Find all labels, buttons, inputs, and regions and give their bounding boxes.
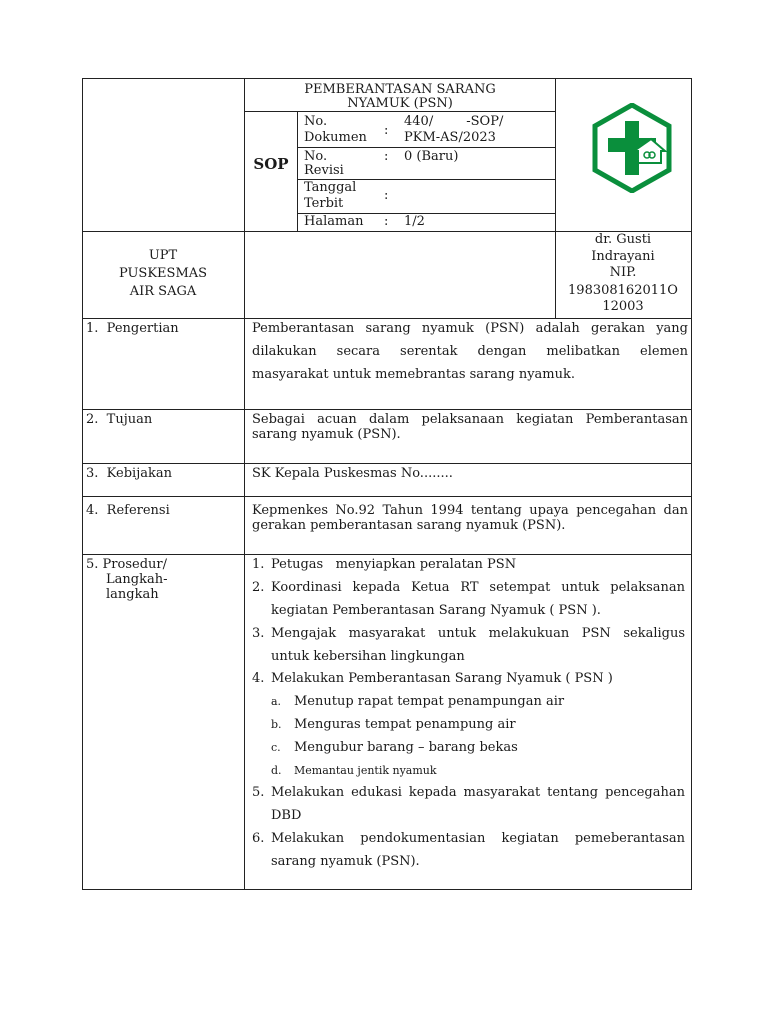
substep-text: Menutup rapat tempat penampungan air xyxy=(294,694,565,709)
section-label-kebijakan: 3. Kebijakan xyxy=(86,466,172,481)
section-label-prosedur-line2: Langkah- xyxy=(106,572,168,587)
section-label-pengertian: 1. Pengertian xyxy=(86,321,179,336)
section-label-referensi: 4. Referensi xyxy=(86,503,170,518)
signer-name-line2: Indrayani xyxy=(591,249,655,264)
table-border-left xyxy=(82,78,83,890)
section-divider xyxy=(82,409,692,410)
substep-text: Mengubur barang – barang bekas xyxy=(294,740,518,755)
step-text: kegiatan Pemberantasan Sarang Nyamuk ( PSN ). xyxy=(271,603,601,618)
meta-colon: : xyxy=(384,123,389,138)
meta-label: Dokumen xyxy=(304,130,367,145)
step-text: untuk kebersihan lingkungan xyxy=(271,649,465,664)
section-label-prosedur-line3: langkah xyxy=(106,587,159,602)
document-title-line2: NYAMUK (PSN) xyxy=(347,96,453,111)
tujuan-text-line2: sarang nyamuk (PSN). xyxy=(252,427,401,442)
substep-letter: a. xyxy=(271,695,282,708)
meta-value: PKM-AS/2023 xyxy=(404,130,496,145)
table-border-bottom xyxy=(82,889,692,890)
step-text: Mengajak masyarakat untuk melakukuan PSN sekaligus xyxy=(271,626,685,641)
substep-letter: d. xyxy=(271,764,282,777)
meta-row-divider xyxy=(297,147,556,148)
meta-value: 0 (Baru) xyxy=(404,149,459,164)
header-bottom-divider xyxy=(82,318,692,319)
signer-nip-label: NIP. xyxy=(609,265,637,280)
meta-colon: : xyxy=(384,149,389,164)
signer-name-line1: dr. Gusti xyxy=(594,232,652,247)
column-divider xyxy=(244,78,245,890)
meta-label: No. xyxy=(304,149,328,164)
meta-label: Terbit xyxy=(304,196,344,211)
step-number: 5. xyxy=(252,785,265,800)
meta-value: 1/2 xyxy=(404,214,425,229)
kebijakan-text: SK Kepala Puskesmas No........ xyxy=(252,466,453,481)
sop-label: SOP xyxy=(253,155,289,173)
meta-label: Tanggal xyxy=(304,180,357,195)
substep-letter: b. xyxy=(271,718,282,731)
table-border-right xyxy=(691,78,692,890)
meta-label: No. xyxy=(304,114,328,129)
substep-text: Menguras tempat penampung air xyxy=(294,717,516,732)
health-cross-logo-icon xyxy=(587,103,677,193)
step-number: 6. xyxy=(252,831,265,846)
table-border-top xyxy=(82,78,692,79)
organization-name-line3: AIR SAGA xyxy=(129,284,197,299)
step-text: Melakukan edukasi kepada masyarakat tentang pencegahan xyxy=(271,785,685,800)
substep-letter: c. xyxy=(271,741,281,754)
meta-value: 440/ -SOP/ xyxy=(404,114,504,129)
title-row-divider xyxy=(244,111,556,112)
step-text: Koordinasi kepada Ketua RT setempat untuk pelaksanan xyxy=(271,580,685,595)
pengertian-text-line3: masyarakat untuk memebrantas sarang nyamuk. xyxy=(252,367,576,382)
pengertian-text-line1: Pemberantasan sarang nyamuk (PSN) adalah gerakan yang xyxy=(252,321,688,336)
organization-name-line1: UPT xyxy=(148,248,178,263)
step-number: 4. xyxy=(252,671,265,686)
referensi-text-line2: gerakan pemberantasan sarang nyamuk (PSN). xyxy=(252,518,566,533)
section-divider xyxy=(82,554,692,555)
organization-name-line2: PUSKESMAS xyxy=(118,266,208,281)
step-number: 2. xyxy=(252,580,265,595)
step-number: 3. xyxy=(252,626,265,641)
step-text: Petugas menyiapkan peralatan PSN xyxy=(271,557,517,572)
step-number: 1. xyxy=(252,557,265,572)
step-text: sarang nyamuk (PSN). xyxy=(271,854,420,869)
signer-nip-line2: 12003 xyxy=(602,299,644,314)
step-text: Melakukan Pemberantasan Sarang Nyamuk ( PSN ) xyxy=(271,671,613,686)
section-divider xyxy=(82,463,692,464)
section-label-tujuan: 2. Tujuan xyxy=(86,412,153,427)
meta-label: Revisi xyxy=(304,163,344,178)
document-title-line1: PEMBERANTASAN SARANG xyxy=(304,82,496,97)
referensi-text-line1: Kepmenkes No.92 Tahun 1994 tentang upaya pencegahan dan xyxy=(252,503,688,518)
signer-nip-line1: 198308162011O xyxy=(568,283,678,298)
step-text: Melakukan pendokumentasian kegiatan pemeberantasan xyxy=(271,831,685,846)
meta-colon: : xyxy=(384,214,389,229)
substep-text: Memantau jentik nyamuk xyxy=(294,764,437,777)
pengertian-text-line2: dilakukan secara serentak dengan melibatkan elemen xyxy=(252,344,688,359)
step-text: DBD xyxy=(271,808,302,823)
section-divider xyxy=(82,496,692,497)
meta-colon: : xyxy=(384,188,389,203)
tujuan-text-line1: Sebagai acuan dalam pelaksanaan kegiatan Pemberantasan xyxy=(252,412,688,427)
section-label-prosedur-line1: 5. Prosedur/ xyxy=(86,557,167,572)
meta-label: Halaman xyxy=(304,214,364,229)
